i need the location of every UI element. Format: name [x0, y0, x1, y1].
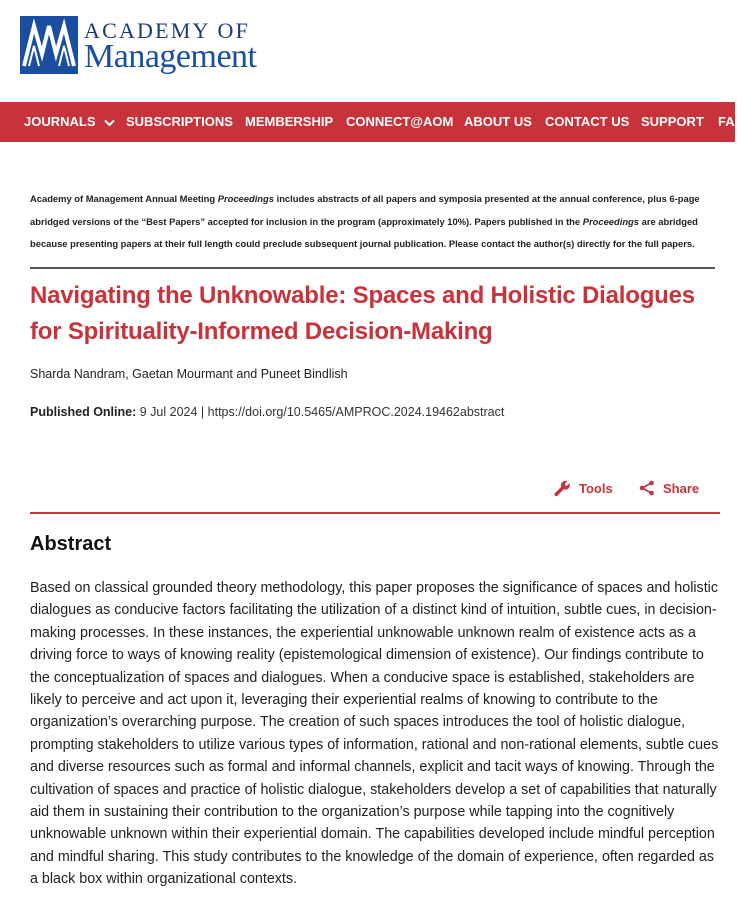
author-link[interactable]: Gaetan Mourmant — [132, 367, 233, 381]
share-icon — [639, 480, 655, 496]
nav-contact-us[interactable]: CONTACT US — [545, 114, 630, 129]
publication-info: Published Online: 9 Jul 2024 | https://doi.org/10.5465/AMPROC.2024.19462abstract — [30, 405, 505, 419]
nav-support[interactable]: SUPPORT — [641, 114, 704, 129]
logo-text-bottom: Management — [84, 38, 257, 75]
nav-faq[interactable]: FAQ — [718, 114, 745, 129]
notice-text-2: includes abstracts of all papers and symposia presented at the annual conference, plus 6-page abridged versions of the “Best Papers” accepted for inclusion in the program (approximately 10%). Papers published in the — [30, 193, 700, 227]
divider — [30, 267, 715, 269]
notice-text-3: are abridged because presenting papers at their full length could preclude subsequent journal publication. Please contact the author(s) directly for the full papers. — [30, 215, 698, 249]
wrench-icon — [554, 480, 571, 497]
notice-text-1: Academy of Management Annual Meeting — [30, 193, 218, 204]
nav-subscriptions[interactable]: SUBSCRIPTIONS — [126, 114, 233, 129]
main-nav — [0, 102, 745, 142]
article-title: Navigating the Unknowable: Spaces and Holistic Dialogues for Spirituality-Informed Decision-Making — [30, 282, 695, 345]
nav-about-us[interactable]: ABOUT US — [464, 114, 532, 129]
chevron-down-icon — [104, 119, 115, 127]
share-button[interactable] — [639, 478, 699, 498]
abstract-heading: Abstract — [30, 533, 112, 555]
tools-label: Tools — [579, 480, 613, 496]
notice-italic-1: Proceedings — [217, 193, 274, 204]
share-label: Share — [663, 480, 700, 496]
author-separator: , — [125, 367, 133, 381]
logo-text-top: ACADEMY OF — [84, 18, 251, 43]
published-label: Published Online: — [30, 405, 137, 419]
notice-italic-2: Proceedings — [582, 215, 640, 227]
author-link[interactable]: Puneet Bindlish — [260, 367, 348, 381]
aom-logo[interactable] — [20, 16, 257, 74]
nav-journals[interactable] — [24, 102, 115, 142]
aom-logo-mark-icon — [20, 16, 78, 74]
proceedings-notice — [30, 188, 700, 256]
section-divider — [30, 512, 720, 514]
site-header — [0, 0, 735, 102]
author-separator: and — [232, 367, 261, 381]
author-list — [30, 367, 348, 381]
author-link[interactable]: Sharda Nandram — [30, 367, 126, 381]
abstract-body: Based on classical grounded theory methodology, this paper proposes the significance of spaces and holistic dialogues as conducive factors facilitating the utilization of a distinct kind of intuition, subtle cues, in decision-making processes. In these instances, the experiential unknowable unknown realm of existence acts as a driving force to ways of knowing reality (epistemological dimension of existence). Our findings contribute to the conceptualization of spaces and dialogues. When a conducive space is established, stakeholders are likely to perceive and act upon it, leveraging their experiential realms of knowing to contribute to the organization’s overarching purpose. The creation of such spaces introduces the tool of holistic dialogue, prompting stakeholders to utilize various types of information, rational and non-rational elements, subtle cues and diverse resources such as formal and informal channels, explicit and tacit ways of knowing. Through the cultivation of spaces and practice of holistic dialogue, stakeholders develop a set of capabilities that naturally aid them in sustaining their contribution to the organization’s purpose while tapping into the cognitively unknowable unknown within their experiential domain. The capabilities developed include mindful perception and mindful sharing. This study contributes to the knowledge of the domain of experience, often regarded as a black box within organizational contexts. — [30, 580, 719, 888]
nav-membership[interactable]: MEMBERSHIP — [245, 114, 334, 129]
tools-button[interactable] — [554, 478, 613, 498]
published-date: 9 Jul 2024 — [139, 405, 198, 419]
doi-link[interactable]: https://doi.org/10.5465/AMPROC.2024.19462abstract — [207, 405, 505, 419]
nav-journals-label: JOURNALS — [24, 114, 96, 129]
nav-connect[interactable]: CONNECT@AOM — [346, 114, 454, 129]
